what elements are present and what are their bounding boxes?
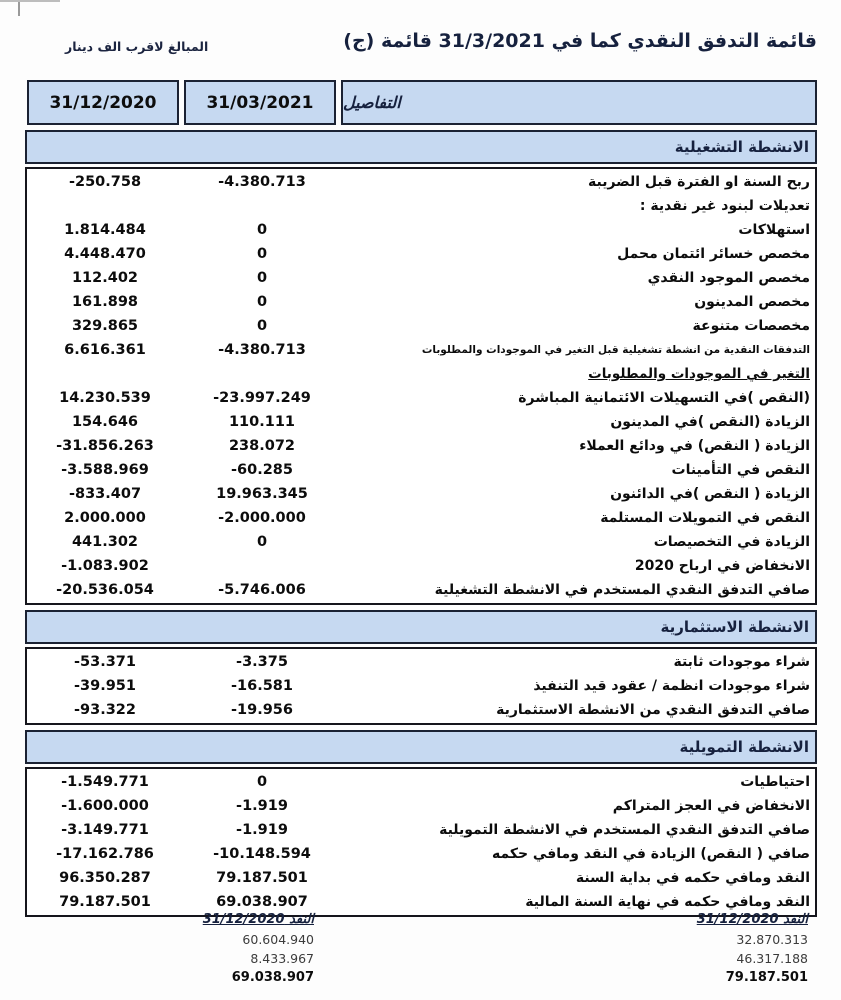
table-row xyxy=(27,794,815,818)
value-31-12-2020: -1.083.902 xyxy=(61,558,149,574)
table-row xyxy=(27,482,815,506)
row-label: الزيادة ( النقص )في الدائنون xyxy=(610,486,810,502)
row-label: صافي التدفق النقدي المستخدم في الانشطة التمويلية xyxy=(439,822,810,838)
value-31-12-2020: -53.371 xyxy=(74,654,136,670)
section-title: الانشطة التمويلية xyxy=(679,738,809,756)
value-31-03-2021: -60.285 xyxy=(231,462,293,478)
row-label: احتياطيات xyxy=(740,774,810,790)
table-row xyxy=(27,410,815,434)
table-row xyxy=(27,362,815,386)
value-31-12-2020: 4.448.470 xyxy=(64,246,146,262)
value-31-03-2021: 19.963.345 xyxy=(216,486,308,502)
value-31-03-2021: -19.956 xyxy=(231,702,293,718)
section-header-investing xyxy=(25,610,817,644)
cash-breakdown-value: 8.433.967 xyxy=(250,951,314,966)
row-label: (النقص )في التسهيلات الائتمانية المباشرة xyxy=(518,390,810,406)
table-row xyxy=(27,170,815,194)
table-header-row xyxy=(25,80,817,125)
value-31-03-2021: -3.375 xyxy=(236,654,288,670)
table-row xyxy=(27,290,815,314)
row-label: التغير في الموجودات والمطلوبات xyxy=(588,366,810,382)
section-rows-investing xyxy=(25,647,817,725)
value-31-12-2020: -93.322 xyxy=(74,702,136,718)
value-31-03-2021: 0 xyxy=(256,774,268,790)
row-label: النقص في التمويلات المستلمة xyxy=(600,510,810,526)
column-header-details: التفاصيل xyxy=(341,80,817,125)
row-label: مخصص الموجود النقدي xyxy=(647,270,810,286)
row-label: صافي التدفق النقدي من الانشطة الاستثمارية xyxy=(496,702,810,718)
row-label: شراء موجودات انظمة / عقود قيد التنفيذ xyxy=(533,678,810,694)
cash-breakdown-value: 32.870.313 xyxy=(736,932,808,947)
cash-breakdown-heading: النقد 31/12/2020 xyxy=(202,912,314,927)
table-row xyxy=(27,770,815,794)
scan-artifact-line xyxy=(0,0,60,2)
value-31-03-2021: -23.997.249 xyxy=(213,390,311,406)
value-31-03-2021: -1.919 xyxy=(236,798,288,814)
value-31-12-2020: 96.350.287 xyxy=(59,870,151,886)
table-row xyxy=(27,434,815,458)
value-31-12-2020: -39.951 xyxy=(74,678,136,694)
value-31-12-2020: 329.865 xyxy=(71,318,139,334)
row-label: الزيادة (النقص )في المدينون xyxy=(610,414,810,430)
table-row xyxy=(27,194,815,218)
value-31-03-2021: 79.187.501 xyxy=(216,870,308,886)
amounts-rounding-note: المبالغ لاقرب الف دينار xyxy=(65,39,209,54)
table-row xyxy=(27,338,815,362)
value-31-03-2021: 238.072 xyxy=(228,438,296,454)
table-row xyxy=(27,242,815,266)
table-row xyxy=(27,578,815,602)
value-31-03-2021: 0 xyxy=(256,294,268,310)
section-header-operating xyxy=(25,130,817,164)
table-row xyxy=(27,890,815,914)
value-31-12-2020: 6.616.361 xyxy=(64,342,146,358)
row-label: النقد ومافي حكمه في بداية السنة xyxy=(575,870,810,886)
value-31-03-2021: 69.038.907 xyxy=(216,894,308,910)
value-31-03-2021: 0 xyxy=(256,270,268,286)
column-header-2020: 31/12/2020 xyxy=(27,80,179,125)
cash-breakdown-heading: النقد 31/12/2020 xyxy=(696,912,808,927)
value-31-12-2020: -20.536.054 xyxy=(56,582,154,598)
value-31-12-2020: 1.814.484 xyxy=(64,222,146,238)
table-row xyxy=(27,506,815,530)
column-header-2021: 31/03/2021 xyxy=(184,80,336,125)
row-label: ربح السنة او الفترة قبل الضريبة xyxy=(587,174,810,190)
value-31-03-2021: -4.380.713 xyxy=(218,342,306,358)
value-31-03-2021: -4.380.713 xyxy=(218,174,306,190)
cash-breakdown-value: 46.317.188 xyxy=(736,951,808,966)
cash-breakdown-value: 60.604.940 xyxy=(242,932,314,947)
cash-breakdown-right xyxy=(658,912,808,987)
row-label: صافي ( النقص) الزيادة في النقد ومافي حكمه xyxy=(491,846,810,862)
value-31-12-2020: -833.407 xyxy=(68,486,142,502)
value-31-03-2021: -5.746.006 xyxy=(218,582,306,598)
row-label: الانخفاض في العجز المتراكم xyxy=(612,798,810,814)
table-row xyxy=(27,866,815,890)
value-31-03-2021: 0 xyxy=(256,318,268,334)
value-31-12-2020: 112.402 xyxy=(71,270,139,286)
table-row xyxy=(27,218,815,242)
value-31-12-2020: -31.856.263 xyxy=(56,438,154,454)
value-31-12-2020: 14.230.539 xyxy=(59,390,151,406)
table-row xyxy=(27,842,815,866)
value-31-12-2020: -1.600.000 xyxy=(61,798,149,814)
page-title: قائمة التدفق النقدي كما في 31/3/2021 قائمة (ج) xyxy=(343,30,817,52)
section-header-financing xyxy=(25,730,817,764)
table-row xyxy=(27,698,815,722)
table-row xyxy=(27,458,815,482)
row-label: شراء موجودات ثابتة xyxy=(673,654,810,670)
cash-breakdown-total: 69.038.907 xyxy=(231,970,314,985)
value-31-12-2020: -17.162.786 xyxy=(56,846,154,862)
cash-breakdown-left xyxy=(172,912,314,987)
cash-flow-table xyxy=(25,80,817,917)
table-row xyxy=(27,314,815,338)
section-title: الانشطة التشغيلية xyxy=(674,138,809,156)
table-row xyxy=(27,650,815,674)
value-31-12-2020: 161.898 xyxy=(71,294,139,310)
table-row xyxy=(27,266,815,290)
value-31-03-2021: -2.000.000 xyxy=(218,510,306,526)
table-row xyxy=(27,554,815,578)
row-label: استهلاكات xyxy=(738,222,810,238)
value-31-12-2020: 79.187.501 xyxy=(59,894,151,910)
row-label: الزيادة في التخصيصات xyxy=(653,534,810,550)
table-row xyxy=(27,674,815,698)
value-31-03-2021: 0 xyxy=(256,246,268,262)
table-row xyxy=(27,818,815,842)
row-label: مخصصات متنوعة xyxy=(692,318,810,334)
value-31-12-2020: 154.646 xyxy=(71,414,139,430)
value-31-03-2021: 110.111 xyxy=(228,414,296,430)
value-31-03-2021: -16.581 xyxy=(231,678,293,694)
row-label: مخصص خسائر ائتمان محمل xyxy=(617,246,810,262)
value-31-12-2020: -3.588.969 xyxy=(61,462,149,478)
value-31-03-2021: -1.919 xyxy=(236,822,288,838)
value-31-12-2020: 441.302 xyxy=(71,534,139,550)
value-31-12-2020: 2.000.000 xyxy=(64,510,146,526)
section-rows-financing xyxy=(25,767,817,917)
value-31-12-2020: -250.758 xyxy=(68,174,142,190)
value-31-03-2021: 0 xyxy=(256,534,268,550)
section-title: الانشطة الاستثمارية xyxy=(660,618,809,636)
value-31-03-2021: -10.148.594 xyxy=(213,846,311,862)
table-row xyxy=(27,530,815,554)
row-label: الزيادة ( النقص) في ودائع العملاء xyxy=(579,438,810,454)
scan-artifact-line xyxy=(18,0,20,16)
row-label: صافي التدفق النقدي المستخدم في الانشطة التشغيلية xyxy=(434,582,810,598)
value-31-03-2021: 0 xyxy=(256,222,268,238)
value-31-12-2020: -1.549.771 xyxy=(61,774,149,790)
row-label: التدفقات النقدية من انشطة تشغيلية قبل التغير في الموجودات والمطلوبات xyxy=(421,344,810,356)
row-label: تعديلات لبنود غير نقدية : xyxy=(639,198,810,214)
cash-breakdown-total: 79.187.501 xyxy=(725,970,808,985)
row-label: مخصص المدينون xyxy=(694,294,810,310)
row-label: النقص في التأمينات xyxy=(671,462,810,478)
section-rows-operating xyxy=(25,167,817,605)
value-31-12-2020: -3.149.771 xyxy=(61,822,149,838)
table-row xyxy=(27,386,815,410)
row-label: النقد ومافي حكمه في نهاية السنة المالية xyxy=(525,894,810,910)
row-label: الانخفاض في ارباح 2020 xyxy=(634,558,810,574)
